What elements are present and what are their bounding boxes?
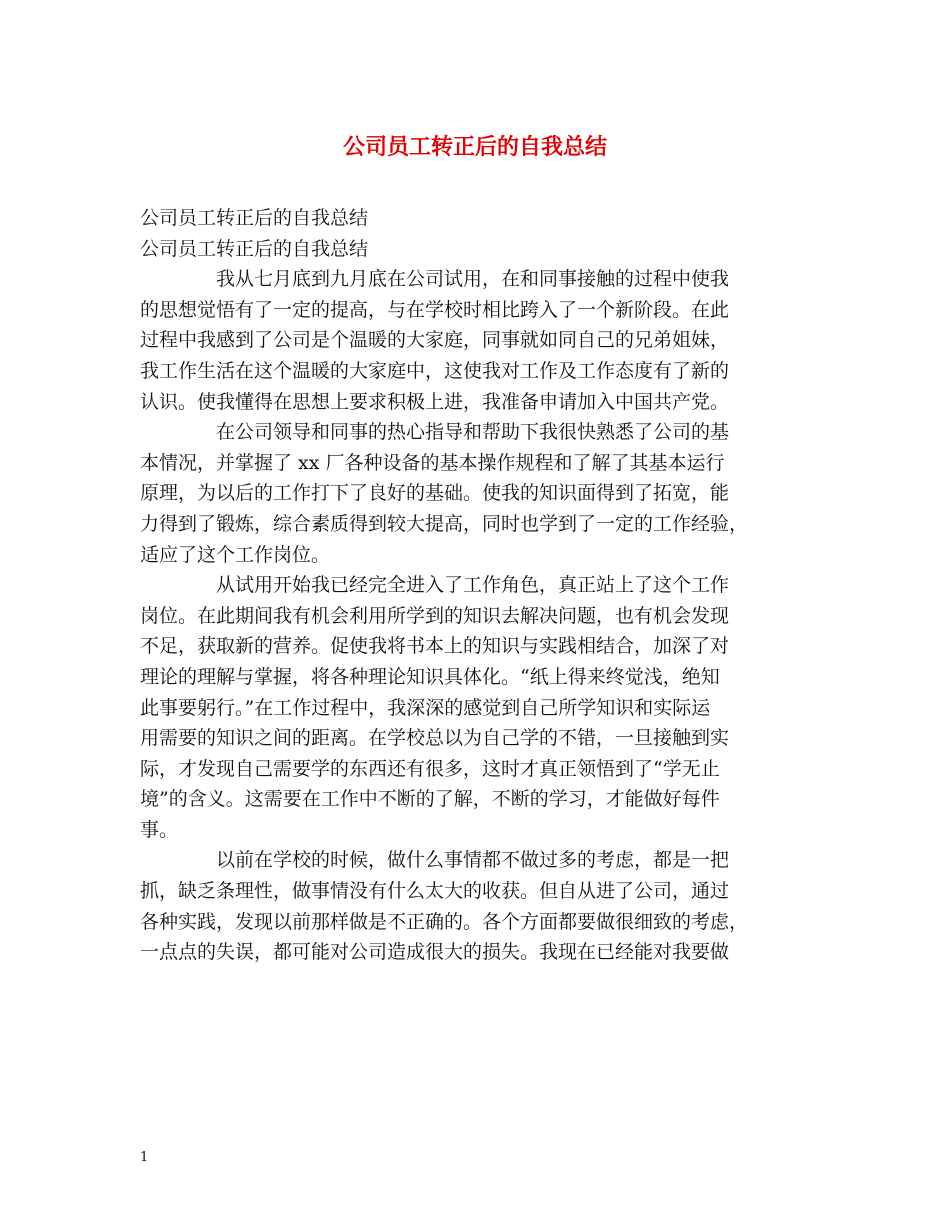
paragraph-line: 的思想觉悟有了一定的提高，与在学校时相比跨入了一个新阶段。在此	[140, 298, 730, 321]
paragraph-line: 适应了这个工作岗位。	[140, 543, 331, 566]
paragraph-line: 我从七月底到九月底在公司试用，在和同事接触的过程中使我	[216, 268, 730, 291]
paragraph	[140, 417, 820, 570]
paragraph	[140, 264, 820, 417]
paragraph-line: 从试用开始我已经完全进入了工作角色，真正站上了这个工作	[216, 574, 730, 597]
paragraph-line: 在公司领导和同事的热心指导和帮助下我很快熟悉了公司的基	[216, 421, 730, 444]
paragraph-line: 抓，缺乏条理性，做事情没有什么太大的收获。但自从进了公司，通过	[140, 880, 730, 903]
paragraph-line: 我工作生活在这个温暖的大家庭中，这使我对工作及工作态度有了新的	[140, 359, 730, 382]
paragraph-line: 际，才发现自己需要学的东西还有很多，这时才真正领悟到了“学无止	[140, 757, 720, 780]
subtitle-line: 公司员工转正后的自我总结	[140, 237, 369, 260]
paragraph-line: 一点点的失误，都可能对公司造成很大的损失。我现在已经能对我要做	[140, 941, 730, 964]
subtitle-line: 公司员工转正后的自我总结	[140, 207, 369, 229]
paragraph-line: 认识。使我懂得在思想上要求积极上进，我准备申请加入中国共产党。	[140, 390, 730, 413]
paragraph-line: 以前在学校的时候，做什么事情都不做过多的考虑，都是一把	[216, 849, 730, 872]
paragraph	[140, 845, 820, 967]
document-body	[140, 203, 820, 968]
paragraph-line: 事。	[140, 818, 179, 841]
paragraph	[140, 570, 820, 845]
paragraph-line: 岗位。在此期间我有机会利用所学到的知识去解决问题，也有机会发现	[140, 604, 730, 627]
document-title: 公司员工转正后的自我总结	[342, 134, 607, 160]
paragraph-line: 境”的含义。这需要在工作中不断的了解，不断的学习，才能做好每件	[140, 788, 720, 811]
paragraph-line: 理论的理解与掌握，将各种理论知识具体化。“纸上得来终觉浅，绝知	[140, 665, 720, 688]
paragraph-line: 此事要躬行。”在工作过程中，我深深的感觉到自己所学知识和实际运	[140, 696, 711, 719]
page-number: 1	[140, 1150, 149, 1165]
paragraph-line: 过程中我感到了公司是个温暖的大家庭，同事就如同自己的兄弟姐妹，	[140, 329, 730, 352]
paragraph-line: 力得到了锻炼，综合素质得到较大提高，同时也学到了一定的工作经验，	[140, 512, 749, 535]
paragraph-line: 本情况，并掌握了 xx 厂各种设备的基本操作规程和了解了其基本运行	[140, 451, 725, 474]
paragraph-line: 各种实践，发现以前那样做是不正确的。各个方面都要做很细致的考虑，	[140, 910, 749, 933]
paragraph-line: 原理，为以后的工作打下了良好的基础。使我的知识面得到了拓宽，能	[140, 482, 730, 505]
paragraph-line: 不足，获取新的营养。促使我将书本上的知识与实践相结合，加深了对	[140, 635, 730, 658]
paragraph-line: 用需要的知识之间的距离。在学校总以为自己学的不错，一旦接触到实	[140, 727, 730, 750]
